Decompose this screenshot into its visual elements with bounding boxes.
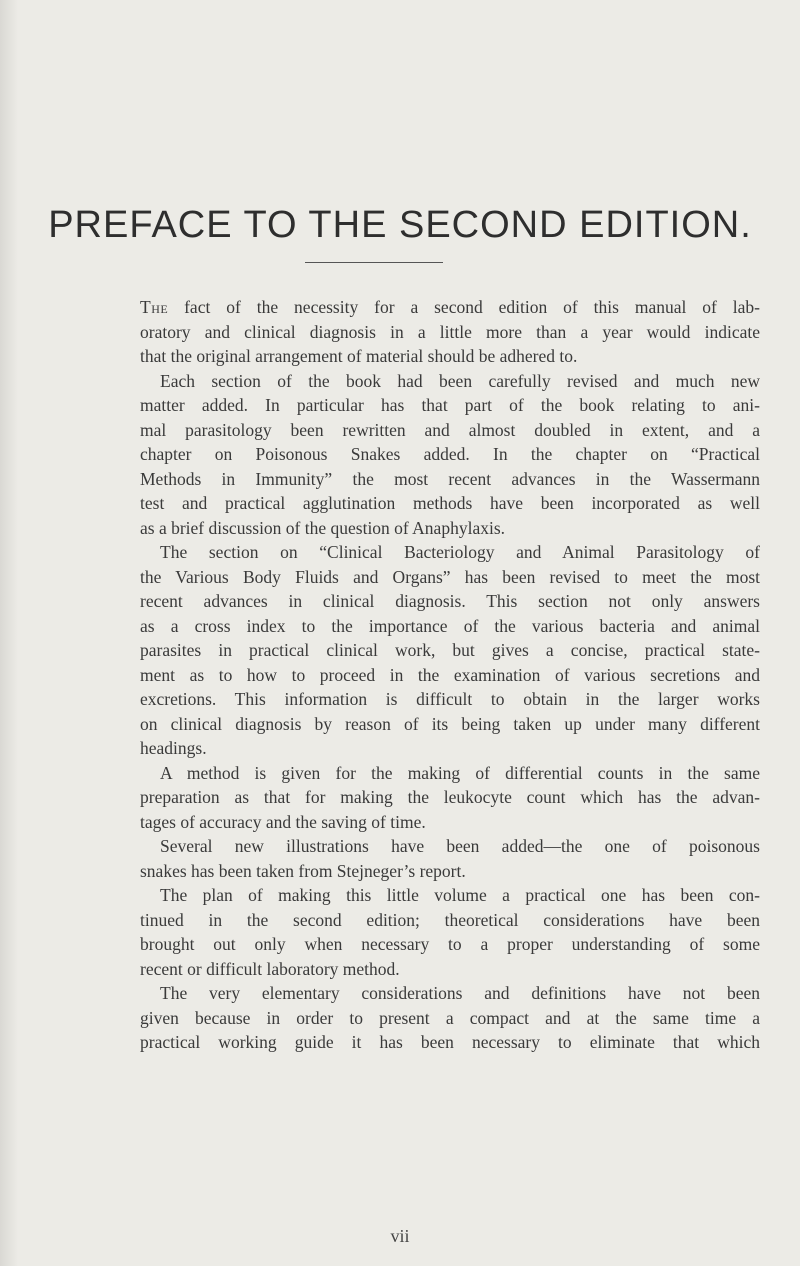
text-line: tinued in the second edition; theoretical considerations have been xyxy=(140,909,760,930)
text-line: excretions. This information is difficult to obtain in the larger works xyxy=(140,689,760,709)
text-line: on clinical diagnosis by reason of its being taken up under many different xyxy=(140,713,760,734)
text-line: snakes has been taken from Stejneger’s report. xyxy=(140,860,466,881)
title-rule xyxy=(305,262,443,263)
text-line: practical working guide it has been necessary to eliminate that which xyxy=(140,1032,760,1052)
text-line: brought out only when necessary to a proper understanding of some xyxy=(140,934,760,954)
text-line: tages of accuracy and the saving of time. xyxy=(140,811,426,832)
text-line: Each section of the book had been carefully revised and much new xyxy=(160,370,760,391)
text-line: ment as to how to proceed in the examination of various secretions and xyxy=(140,664,760,685)
text-line: given because in order to present a compact and at the same time a xyxy=(140,1007,760,1028)
text-line: mal parasitology been rewritten and almost doubled in extent, and a xyxy=(140,419,760,440)
text-line: the Various Body Fluids and Organs” has been revised to meet the most xyxy=(140,566,760,587)
page-edge-shadow xyxy=(0,0,18,1266)
page-title: PREFACE TO THE SECOND EDITION. xyxy=(48,204,752,246)
page-number: vii xyxy=(390,1226,410,1246)
text-line: recent advances in clinical diagnosis. This section not only answers xyxy=(140,591,760,611)
text-line: preparation as that for making the leukocyte count which has the advan- xyxy=(140,787,760,807)
lead-word: The xyxy=(140,297,169,317)
text-line: test and practical agglutination methods have been incorporated as well xyxy=(140,493,760,513)
text-line: headings. xyxy=(140,738,207,758)
text-line: The plan of making this little volume a practical one has been con- xyxy=(160,885,760,905)
text-line: as a brief discussion of the question of Anaphylaxis. xyxy=(140,517,506,538)
text-line: A method is given for the making of differential counts in the same xyxy=(160,762,760,783)
text-line: Several new illustrations have been added—the one of poisonous xyxy=(160,836,760,856)
text-line: Methods in Immunity” the most recent advances in the Wassermann xyxy=(140,468,760,489)
preface-body xyxy=(140,295,760,1055)
text-line: The very elementary considerations and definitions have not been xyxy=(160,983,760,1003)
text-line: that the original arrangement of material should be adhered to. xyxy=(140,346,578,366)
text-line: chapter on Poisonous Snakes added. In the chapter on “Practical xyxy=(140,444,760,464)
text-line: The section on “Clinical Bacteriology and Animal Parasitology of xyxy=(160,542,760,562)
text-line: oratory and clinical diagnosis in a little more than a year would indicate xyxy=(140,321,760,342)
text-line: matter added. In particular has that part of the book relating to ani- xyxy=(140,395,760,415)
text-line: parasites in practical clinical work, but gives a concise, practical state- xyxy=(140,640,760,660)
text-line: The fact of the necessity for a second edition of this manual of lab- xyxy=(140,297,760,317)
text-line: as a cross index to the importance of the various bacteria and animal xyxy=(140,615,760,636)
text-line: recent or difficult laboratory method. xyxy=(140,958,400,979)
